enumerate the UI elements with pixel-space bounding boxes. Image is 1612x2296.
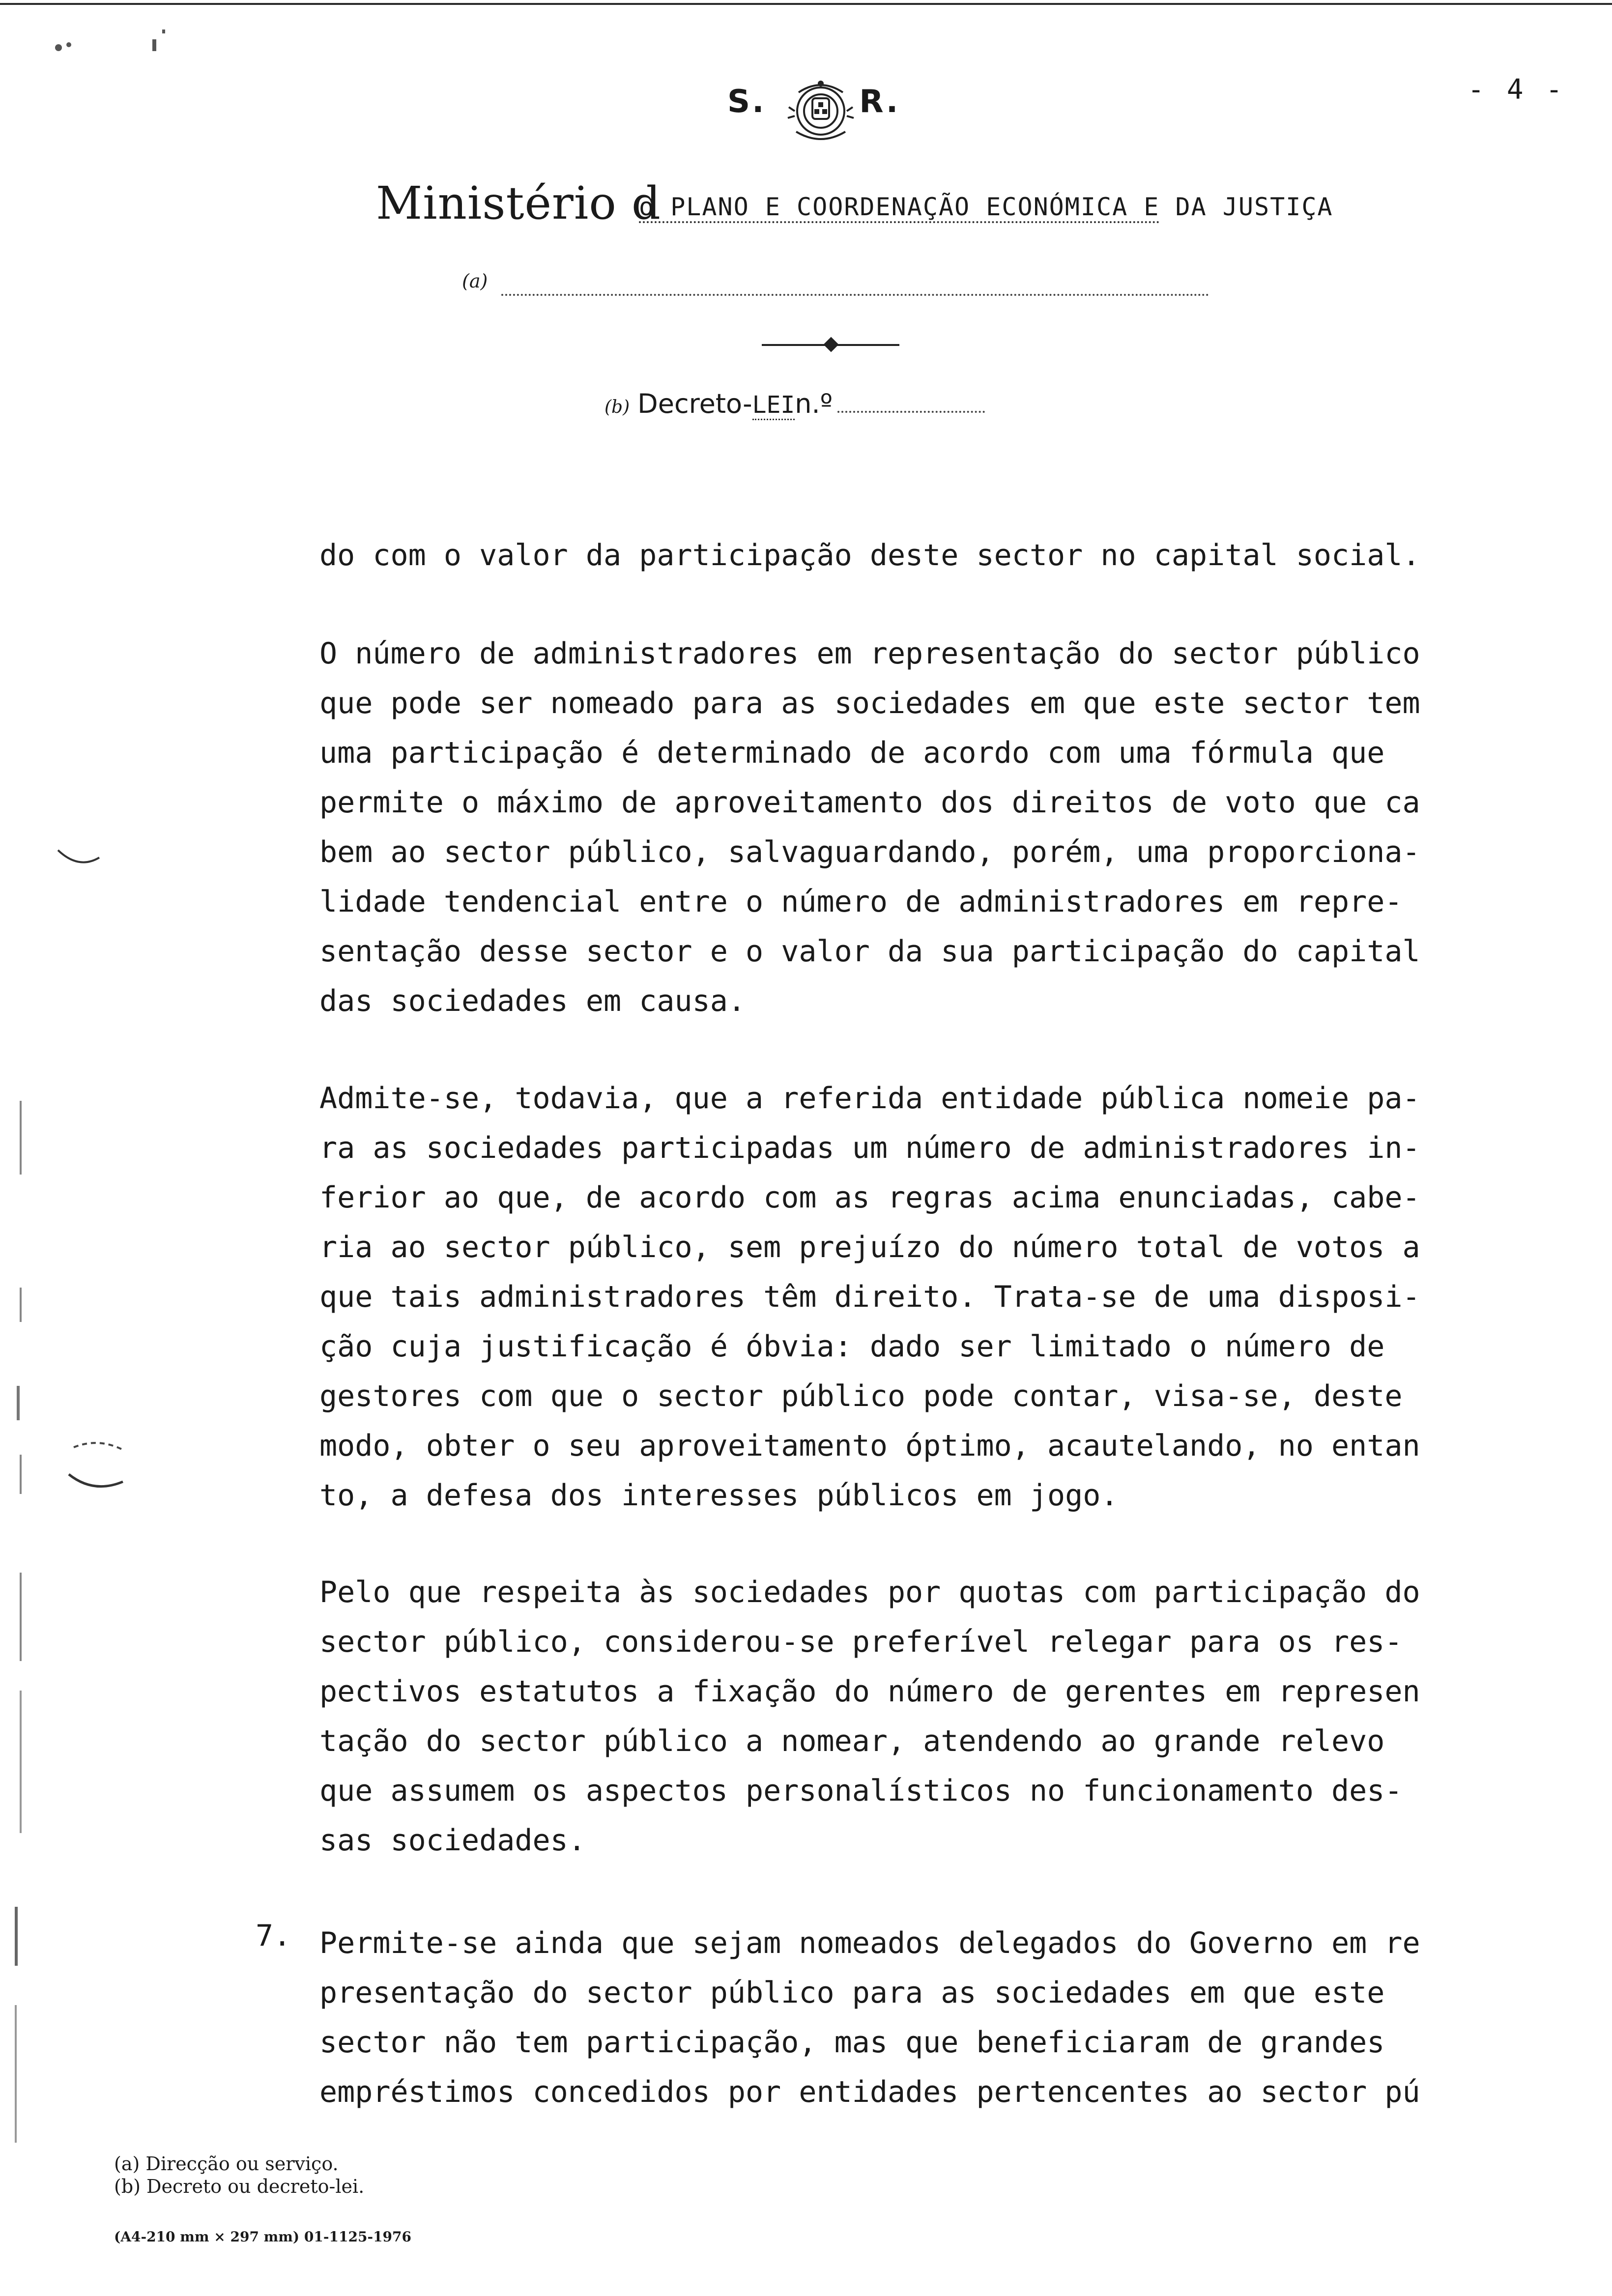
text-line: que tais administradores têm direito. Trata-se de uma disposi- <box>319 1280 1420 1314</box>
sr-right-letter: R. <box>859 84 900 120</box>
ministry-name <box>639 193 1333 221</box>
decreto-b-label: (b) <box>604 397 630 417</box>
footnote-a: (a) Direcção ou serviço. <box>114 2153 339 2175</box>
footnotes <box>114 2152 364 2198</box>
text-line: Permite-se ainda que sejam nomeados delegados do Governo em re <box>319 1926 1420 1960</box>
text-line: que assumem os aspectos personalísticos no funcionamento des- <box>319 1774 1403 1808</box>
form-code: (A4-210 mm × 297 mm) 01-1125-1976 <box>114 2229 411 2245</box>
ministry-name-tail: DA JUSTIÇA <box>1159 193 1333 221</box>
ministry-name-underlined: o PLANO E COORDENAÇÃO ECONÓMICA E <box>639 193 1159 223</box>
margin-mark <box>15 2005 17 2143</box>
field-a-label: (a) <box>462 270 488 292</box>
paragraph-2 <box>319 629 1558 1026</box>
text-line: que pode ser nomeado para as sociedades em que este sector tem <box>319 686 1420 720</box>
text-line: ra as sociedades participadas um número de administradores in- <box>319 1131 1420 1165</box>
paragraph-4 <box>319 1568 1558 1866</box>
hole-punch-circle-icon <box>59 1435 138 1504</box>
margin-mark <box>20 1288 22 1322</box>
text-line: sector não tem participação, mas que beneficiaram de grandes <box>319 2025 1385 2060</box>
text-line: sector público, considerou-se preferível relegar para os res- <box>319 1625 1403 1659</box>
text-line: Pelo que respeita às sociedades por quotas com participação do <box>319 1575 1420 1609</box>
field-a-dotted-line <box>501 294 1209 296</box>
text-line: to, a defesa dos interesses públicos em jogo. <box>319 1478 1119 1513</box>
text-line: presentação do sector público para as sociedades em que este <box>319 1976 1385 2010</box>
text-line: sentação desse sector e o valor da sua participação do capital <box>319 934 1420 969</box>
decreto-label: Decreto- <box>637 388 752 419</box>
margin-mark <box>15 1907 18 1966</box>
hole-punch-arc-icon <box>54 831 103 875</box>
ministry-title: Ministério d <box>376 177 661 230</box>
margin-mark <box>152 39 156 51</box>
text-line: ção cuja justificação é óbvia: dado ser limitado o número de <box>319 1329 1385 1364</box>
paragraph-1 <box>319 531 1558 580</box>
text-line: lidade tendencial entre o número de administradores em repre- <box>319 885 1403 919</box>
text-line: do com o valor da participação deste sector no capital social. <box>319 538 1420 573</box>
text-line: gestores com que o sector público pode contar, visa-se, deste <box>319 1379 1403 1413</box>
margin-mark <box>20 1101 22 1175</box>
decreto-no: n.º <box>795 388 833 419</box>
text-line: das sociedades em causa. <box>319 984 746 1018</box>
margin-mark <box>20 1691 22 1833</box>
paragraph-5 <box>319 1919 1558 2117</box>
text-line: pectivos estatutos a fixação do número de gerentes em represen <box>319 1674 1420 1709</box>
footnote-b: (b) Decreto ou decreto-lei. <box>114 2176 365 2197</box>
text-line: modo, obter o seu aproveitamento óptimo, acautelando, no entan <box>319 1429 1420 1463</box>
text-line: O número de administradores em representação do sector público <box>319 636 1420 671</box>
paragraph-3 <box>319 1074 1558 1521</box>
margin-mark <box>20 1455 22 1494</box>
margin-mark <box>66 42 71 47</box>
margin-mark <box>162 29 165 33</box>
text-line: uma participação é determinado de acordo com uma fórmula que <box>319 736 1385 770</box>
top-border-line <box>0 3 1612 5</box>
text-line: sas sociedades. <box>319 1823 586 1858</box>
text-line: bem ao sector público, salvaguardando, porém, uma proporciona- <box>319 835 1420 869</box>
decreto-line <box>604 388 985 419</box>
text-line: ferior ao que, de acordo com as regras acima enunciadas, cabe- <box>319 1180 1420 1215</box>
text-line: ria ao sector público, sem prejuízo do número total de votos a <box>319 1230 1420 1264</box>
sr-left-letter: S. <box>727 84 766 120</box>
item-number: 7. <box>256 1919 291 1953</box>
coat-of-arms-emblem <box>784 73 858 146</box>
text-line: Admite-se, todavia, que a referida entidade pública nomeie pa- <box>319 1081 1420 1116</box>
divider-diamond-icon <box>823 337 838 352</box>
decreto-dotted-line <box>837 411 985 413</box>
margin-mark <box>20 1573 22 1661</box>
page-number: - 4 - <box>1468 74 1565 106</box>
text-line: tação do sector público a nomear, atendendo ao grande relevo <box>319 1724 1385 1758</box>
decreto-le: LEI <box>752 391 795 420</box>
text-line: empréstimos concedidos por entidades pertencentes ao sector pú <box>319 2075 1420 2109</box>
text-line: permite o máximo de aproveitamento dos direitos de voto que ca <box>319 785 1420 820</box>
margin-mark <box>55 44 62 51</box>
margin-mark <box>17 1386 20 1420</box>
